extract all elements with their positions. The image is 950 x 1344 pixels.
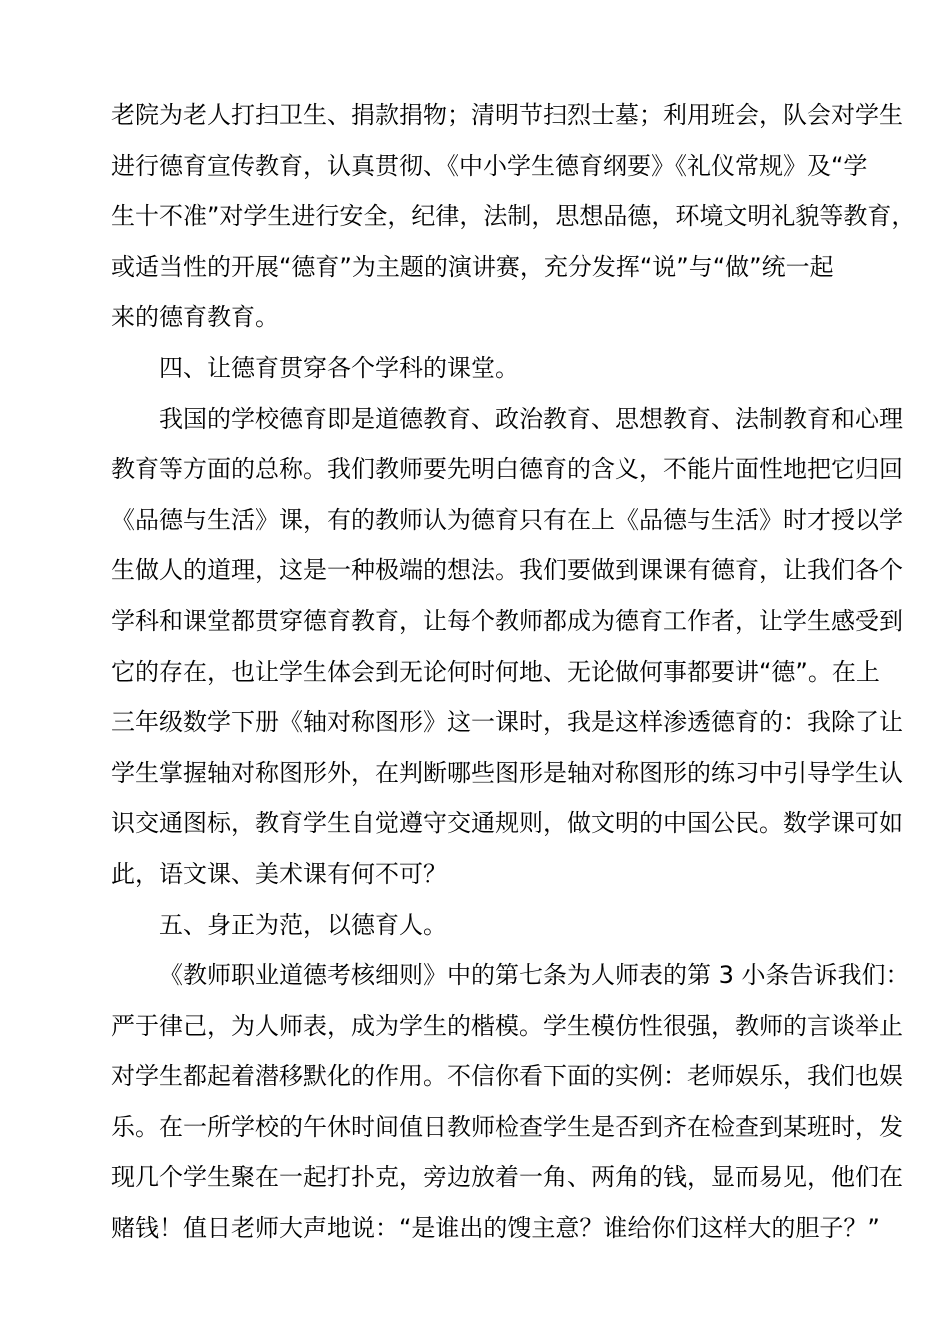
text-line: 它的存在，也让学生体会到无论何时何地、无论做何事都要讲“德”。在上 <box>111 657 880 686</box>
text-line: 来的德育教育。 <box>111 303 279 332</box>
text-line: 或适当性的开展“德育”为主题的演讲赛，充分发挥“说”与“做”统一起 <box>111 252 834 281</box>
text-line: 三年级数学下册《轴对称图形》这一课时，我是这样渗透德育的：我除了让 <box>111 708 903 737</box>
text-line: 严于律己，为人师表，成为学生的楷模。学生模仿性很强，教师的言谈举止 <box>111 1011 903 1040</box>
text-line: 《品德与生活》课，有的教师认为德育只有在上《品德与生活》时才授以学 <box>111 505 903 534</box>
text-line: 生十不准”对学生进行安全，纪律，法制，思想品德，环境文明礼貌等教育， <box>111 202 916 231</box>
text-line: 现几个学生聚在一起打扑克，旁边放着一角、两角的钱，显而易见，他们在 <box>111 1163 903 1192</box>
text-line: 老院为老人打扫卫生、捐款捐物；清明节扫烈士墓；利用班会，队会对学生 <box>111 101 903 129</box>
text-line: 识交通图标，教育学生自觉遵守交通规则，做文明的中国公民。数学课可如 <box>111 809 903 838</box>
text-line: 教育等方面的总称。我们教师要先明白德育的含义，不能片面性地把它归回 <box>111 455 903 484</box>
text-line: 学生掌握轴对称图形外，在判断哪些图形是轴对称图形的练习中引导学生认 <box>111 758 903 787</box>
paragraph-start-line: 《教师职业道德考核细则》中的第七条为人师表的第 3 小条告诉我们： <box>159 961 910 990</box>
text-line: 对学生都起着潜移默化的作用。不信你看下面的实例：老师娱乐，我们也娱 <box>111 1062 903 1091</box>
text-line: 进行德育宣传教育，认真贯彻、《中小学生德育纲要》《礼仪常规》及“学 <box>111 151 868 180</box>
section-heading: 四、让德育贯穿各个学科的课堂。 <box>159 353 519 382</box>
section-heading: 五、身正为范，以德育人。 <box>159 910 447 939</box>
paragraph-start-line: 我国的学校德育即是道德教育、政治教育、思想教育、法制教育和心理 <box>159 404 903 433</box>
text-line: 赌钱！值日老师大声地说：“是谁出的馊主意？谁给你们这样大的胆子？” <box>111 1214 880 1243</box>
text-line: 此，语文课、美术课有何不可？ <box>111 859 447 888</box>
document-body <box>111 90 916 1254</box>
text-line: 生做人的道理，这是一种极端的想法。我们要做到课课有德育，让我们各个 <box>111 556 903 585</box>
text-line: 学科和课堂都贯穿德育教育，让每个教师都成为德育工作者，让学生感受到 <box>111 606 903 635</box>
text-line: 乐。在一所学校的午休时间值日教师检查学生是否到齐在检查到某班时，发 <box>111 1112 903 1141</box>
